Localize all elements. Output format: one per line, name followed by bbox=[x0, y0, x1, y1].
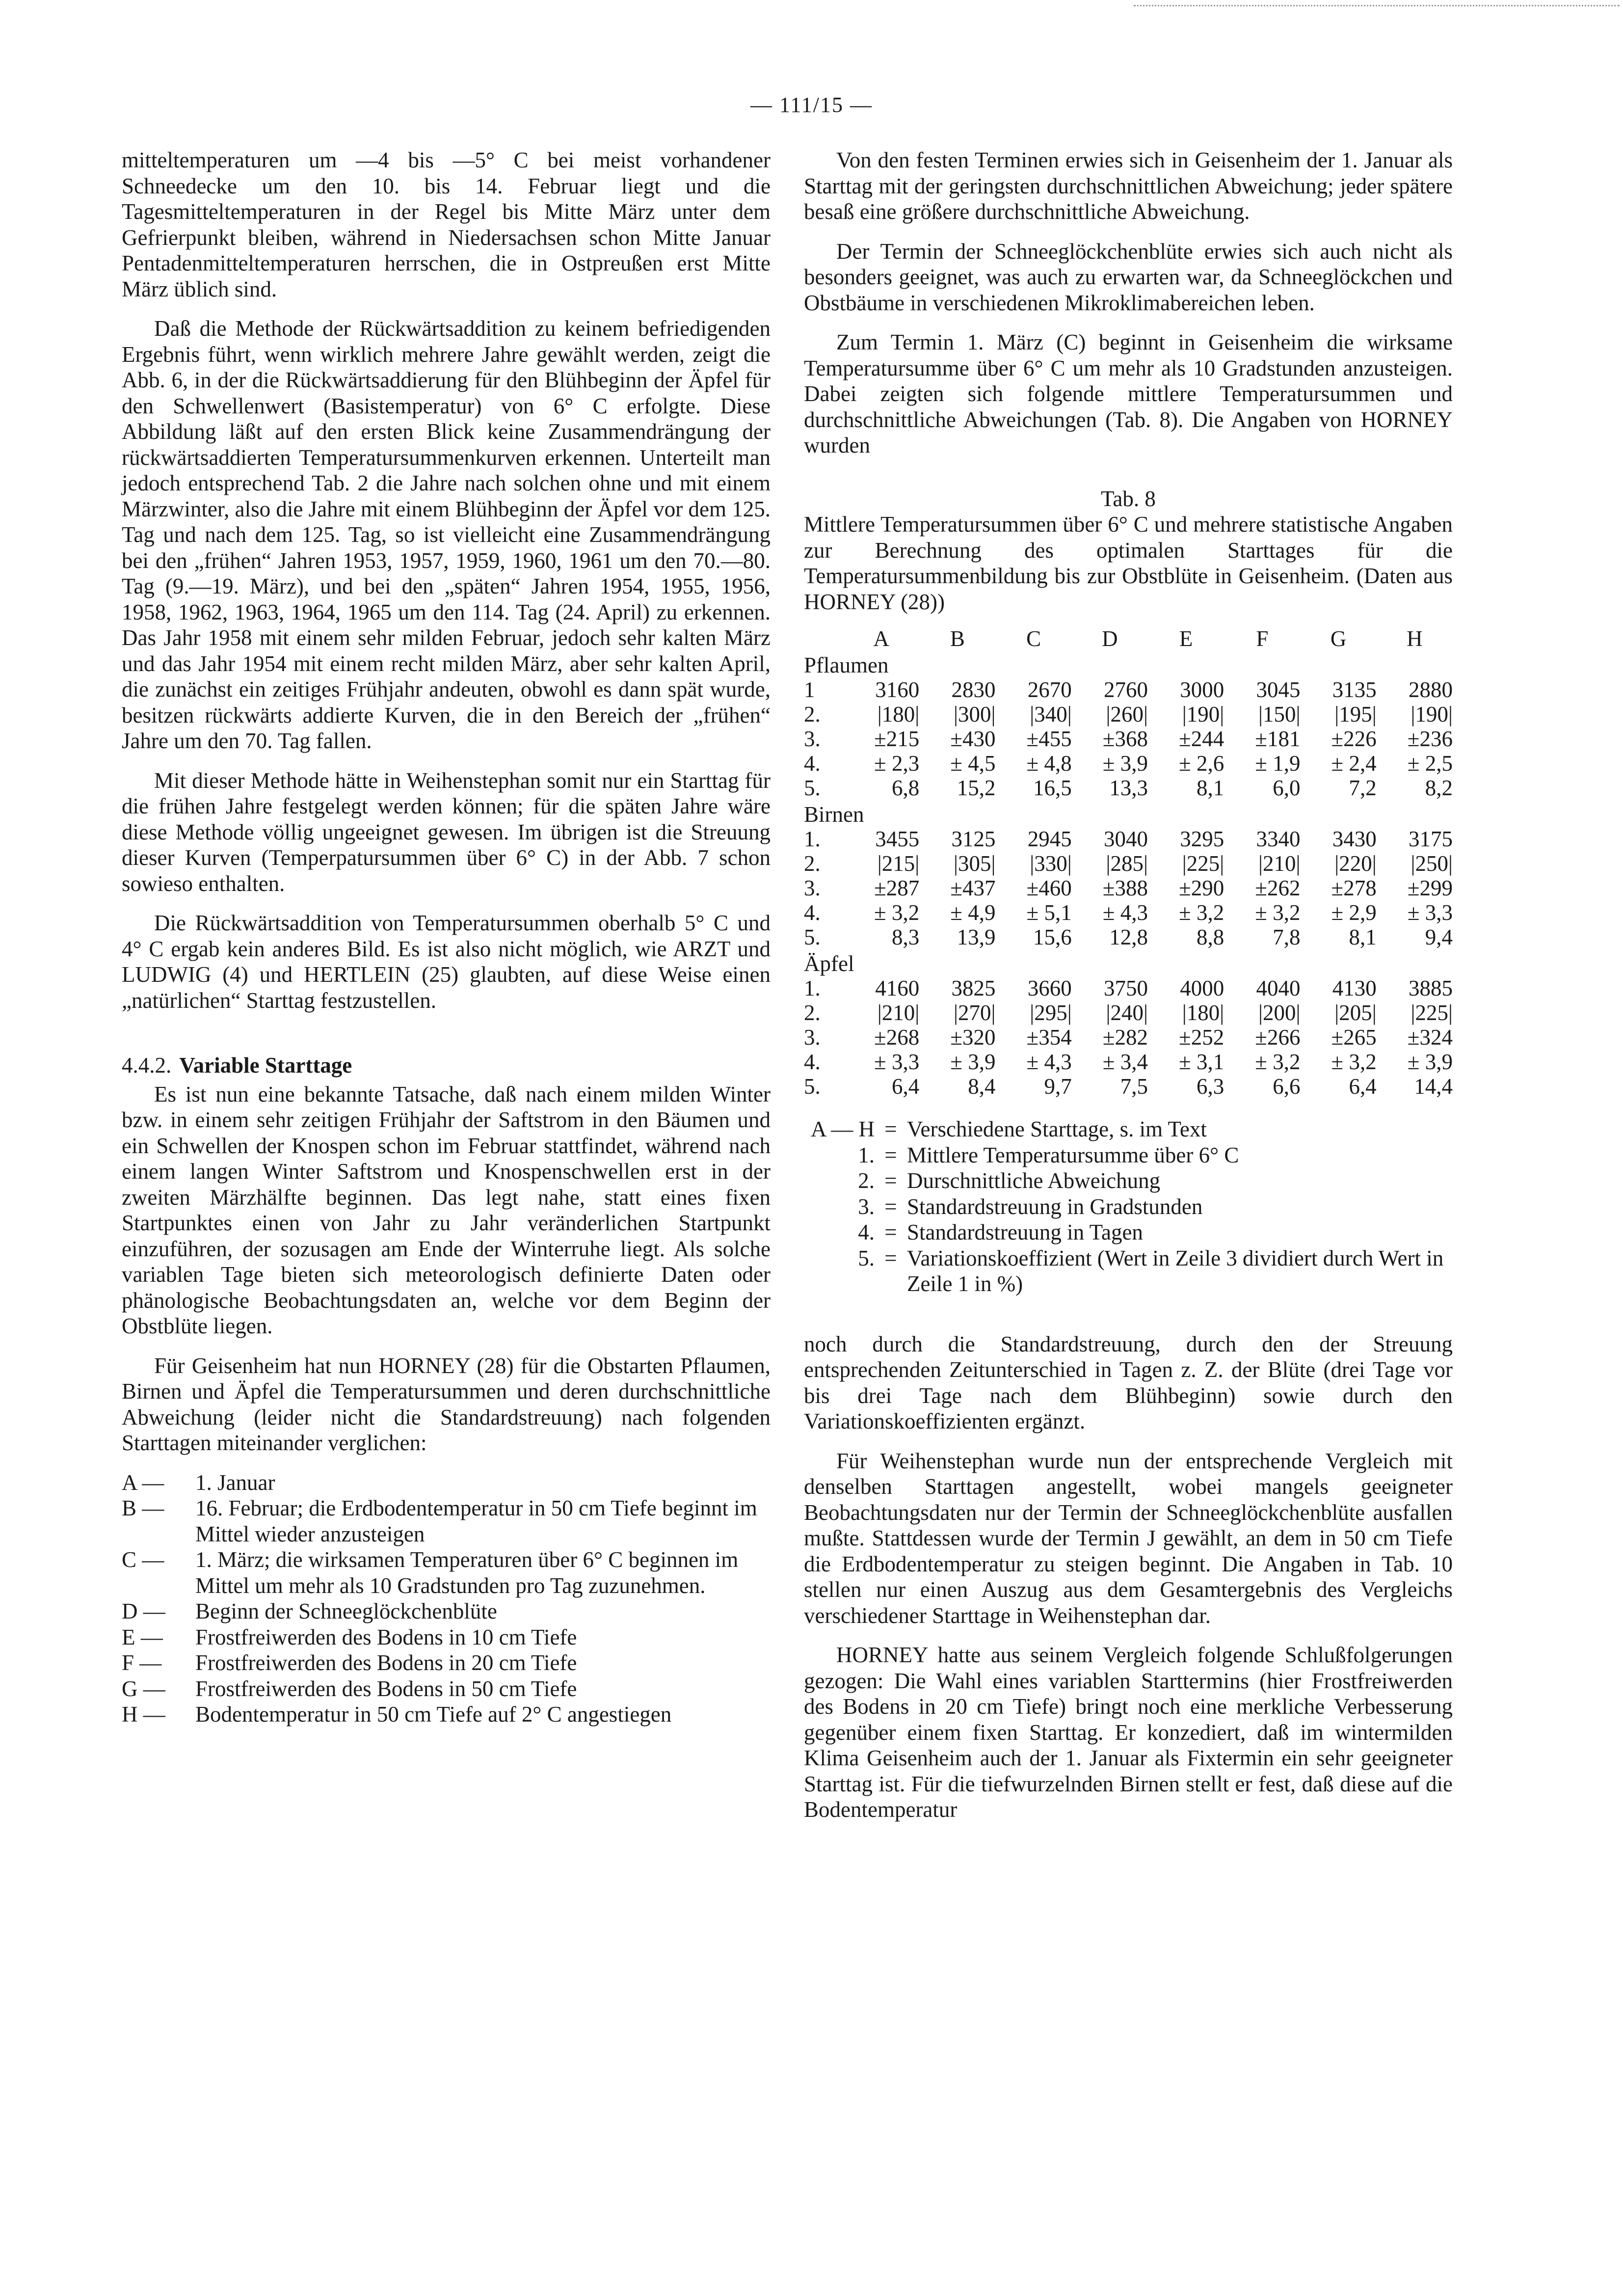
table-row bbox=[804, 1025, 1453, 1050]
starttag-item bbox=[122, 1624, 771, 1650]
table-cell: ±236 bbox=[1407, 727, 1453, 751]
table-cell: 12,8 bbox=[1109, 925, 1148, 949]
column-header: B bbox=[950, 626, 965, 651]
table-cell: 6,6 bbox=[1273, 1074, 1301, 1099]
table-cell: ±430 bbox=[950, 727, 996, 751]
starttag-text: Frostfreiwerden des Bodens in 10 cm Tiefe bbox=[195, 1624, 577, 1649]
table-cell: ±268 bbox=[874, 1025, 920, 1050]
table-cell: 2945 bbox=[1027, 827, 1072, 851]
table-cell: 9,4 bbox=[1425, 925, 1453, 949]
legend-item bbox=[804, 1168, 1453, 1194]
table-cell: |340| bbox=[1030, 702, 1072, 727]
column-header: G bbox=[1330, 626, 1347, 651]
table-row bbox=[804, 876, 1453, 900]
table-cell: |330| bbox=[1030, 851, 1072, 876]
table-row bbox=[804, 1050, 1453, 1074]
table-cell: ±324 bbox=[1407, 1025, 1453, 1050]
legend-text: Standardstreuung in Tagen bbox=[907, 1220, 1143, 1244]
table-cell: 13,9 bbox=[957, 925, 996, 949]
table-cell: ± 4,3 bbox=[1026, 1050, 1072, 1074]
table-cell: |225| bbox=[1410, 1000, 1453, 1025]
table-cell: ± 3,2 bbox=[1255, 1050, 1301, 1074]
table-cell: ±226 bbox=[1331, 727, 1377, 751]
starttag-text: 16. Februar; die Erdbodentemperatur in 50 cm Tiefe beginnt im Mittel wieder anzusteigen bbox=[195, 1496, 757, 1546]
table-cell: ± 2,6 bbox=[1179, 751, 1224, 776]
table-row bbox=[804, 1074, 1453, 1099]
starttag-text: Beginn der Schneeglöckchenblüte bbox=[195, 1599, 497, 1623]
table-cell: ± 2,3 bbox=[874, 751, 920, 776]
table-cell: 8,8 bbox=[1197, 925, 1224, 949]
legend-key: 1. bbox=[858, 1142, 875, 1167]
table-cell: ±354 bbox=[1026, 1025, 1072, 1050]
table-cell: 3040 bbox=[1104, 827, 1148, 851]
right-paragraph-3: Zum Termin 1. März (C) beginnt in Geisenheim die wirksame Temperatursumme über 6° C um mehr als 10 Gradstunden anzusteigen. Dabei zeigten sich folgende mittlere Temperatursummen und durchschnittliche Abweichungen (Tab. 8). Die Angaben von HORNEY wurden bbox=[804, 330, 1453, 458]
table-cell: 3000 bbox=[1180, 677, 1224, 702]
legend-text: Standardstreuung in Gradstunden bbox=[907, 1194, 1203, 1219]
table-cell: 3455 bbox=[875, 827, 920, 851]
table-caption: Mittlere Temperatursummen über 6° C und mehrere statistische Angaben zur Berechnung des optimalen Starttages für die Temperatursummenbildung bis zur Obstblüte in Geisenheim. (Daten aus HORNEY (28)) bbox=[804, 512, 1453, 614]
left-column bbox=[122, 147, 771, 1728]
starttag-item bbox=[122, 1470, 771, 1496]
table-cell: |190| bbox=[1410, 702, 1453, 727]
row-key: 1. bbox=[804, 827, 821, 851]
table-cell: 2880 bbox=[1409, 677, 1453, 702]
table-cell: ±244 bbox=[1179, 727, 1224, 751]
scan-edge-dots bbox=[1134, 5, 1620, 6]
table-cell: ±455 bbox=[1026, 727, 1072, 751]
page-number: — 111/15 — bbox=[750, 93, 873, 117]
table-row bbox=[804, 1000, 1453, 1025]
table-cell: ±215 bbox=[874, 727, 920, 751]
right-paragraph-4: noch durch die Standardstreuung, durch den der Streuung entsprechenden Zeitunterschied in Tagen z. Z. der Blüte (drei Tage vor bis drei Tage nach dem Blühbeginn) sowie durch den Variationskoeffizienten ergänzt. bbox=[804, 1331, 1453, 1433]
header-spacer bbox=[804, 626, 843, 651]
table-cell: ±278 bbox=[1331, 876, 1377, 900]
table-cell: 8,1 bbox=[1349, 925, 1377, 949]
table-cell: 3430 bbox=[1332, 827, 1377, 851]
table-cell: |205| bbox=[1334, 1000, 1377, 1025]
table-cell: 4160 bbox=[875, 976, 920, 1000]
row-key: 3. bbox=[804, 876, 821, 900]
group-label: Äpfel bbox=[804, 951, 854, 976]
table-cell: 3885 bbox=[1409, 976, 1453, 1000]
legend-key: 3. bbox=[858, 1194, 875, 1219]
table-row bbox=[804, 727, 1453, 751]
starttag-text: 1. März; die wirksamen Temperaturen über 6° C beginnen im Mittel um mehr als 10 Gradstunden pro Tag zuzunehmen. bbox=[195, 1547, 739, 1598]
row-key: 2. bbox=[804, 702, 821, 727]
group-label: Birnen bbox=[804, 802, 864, 827]
table-cell: ±262 bbox=[1255, 876, 1301, 900]
starttag-text: Frostfreiwerden des Bodens in 50 cm Tiefe bbox=[195, 1676, 577, 1701]
table-cell: ± 3,9 bbox=[1102, 751, 1148, 776]
table-cell: ± 1,9 bbox=[1255, 751, 1301, 776]
starttag-key: D — bbox=[122, 1599, 165, 1623]
table-cell: 3295 bbox=[1180, 827, 1224, 851]
legend-key: 5. bbox=[858, 1245, 875, 1270]
table-cell: ± 2,9 bbox=[1331, 900, 1377, 925]
left-paragraph-2: Daß die Methode der Rückwärtsaddition zu keinem befriedigenden Ergebnis führt, wenn wirklich mehrere Jahre gewählt werden, zeigt die Abb. 6, in der die Rückwärtsaddierung für den Blühbeginn der Äpfel für den Schwellenwert (Basistemperatur) von 6° C erfolgte. Diese Abbildung läßt auf den ersten Blick keine Zusammendrängung der rückwärtsaddierten Temperatursummenkurven erkennen. Unterteilt man jedoch entsprechend Tab. 2 die Jahre nach solchen ohne und mit einem Märzwinter, also die Jahre mit einem Blühbeginn der Äpfel vor dem 125. Tag und nach dem 125. Tag, so ist vielleicht eine Zusammendrängung bei den „frühen“ Jahren 1953, 1957, 1959, 1960, 1961 um den 70.—80. Tag (9.—19. März), und bei den „späten“ Jahren 1954, 1955, 1956, 1958, 1962, 1963, 1964, 1965 um den 114. Tag (24. April) zu erkennen. Das Jahr 1958 mit einem sehr milden Februar, jedoch sehr kalten März und das Jahr 1954 mit einem recht milden März, aber sehr kalten April, die zunächst ein zeitiges Frühjahr andeuten, obwohl es dann spät wurde, besitzen rückwärts addierte Kurven, die in den Bereich der „frühen“ Jahre um den 70. Tag fallen. bbox=[122, 316, 771, 753]
table-cell: 7,8 bbox=[1273, 925, 1301, 949]
table-cell: 6,4 bbox=[892, 1074, 920, 1099]
table-cell: 14,4 bbox=[1414, 1074, 1453, 1099]
column-header: D bbox=[1102, 626, 1118, 651]
table-cell: 3175 bbox=[1409, 827, 1453, 851]
table-cell: |225| bbox=[1182, 851, 1224, 876]
starttag-key: A — bbox=[122, 1470, 164, 1495]
table-cell: 6,8 bbox=[892, 776, 920, 800]
section-title: Variable Starttage bbox=[179, 1053, 352, 1078]
table-cell: 2760 bbox=[1104, 677, 1148, 702]
starttag-key: B — bbox=[122, 1496, 164, 1520]
right-paragraph-6: HORNEY hatte aus seinem Vergleich folgende Schlußfolgerungen gezogen: Die Wahl eines variablen Starttermins (hier Frostfreiwerden des Bodens in 20 cm Tiefe) bringt noch eine merkliche Verbesserung gegenüber einem fixen Starttag. Er konzediert, daß im wintermilden Klima Geisenheim auch der 1. Januar als Fixtermin ein sehr geeigneter Starttag ist. Für die tiefwurzelnden Birnen stellt er fest, daß diese auf die Bodentemperatur bbox=[804, 1643, 1453, 1822]
legend-key: A — H bbox=[810, 1117, 875, 1141]
legend-text: Durschnittliche Abweichung bbox=[907, 1168, 1161, 1193]
table-cell: 7,5 bbox=[1120, 1074, 1148, 1099]
row-key: 1. bbox=[804, 976, 821, 1000]
table-cell: 13,3 bbox=[1109, 776, 1148, 800]
table-row bbox=[804, 776, 1453, 800]
table-cell: |270| bbox=[953, 1000, 996, 1025]
section-number: 4.4.2. bbox=[122, 1053, 172, 1078]
table-cell: ± 3,3 bbox=[874, 1050, 920, 1074]
section-heading bbox=[122, 1053, 771, 1079]
table-cell: 3135 bbox=[1332, 677, 1377, 702]
starttag-text: 1. Januar bbox=[195, 1470, 275, 1495]
table-cell: ± 3,9 bbox=[950, 1050, 996, 1074]
table-cell: ± 3,3 bbox=[1407, 900, 1453, 925]
column-header: H bbox=[1407, 626, 1423, 651]
table-cell: |195| bbox=[1334, 702, 1377, 727]
table-cell: |210| bbox=[877, 1000, 920, 1025]
legend-text: Variationskoeffizient (Wert in Zeile 3 dividiert durch Wert in Zeile 1 in %) bbox=[907, 1245, 1444, 1296]
table-cell: |285| bbox=[1106, 851, 1148, 876]
table-cell: 3750 bbox=[1104, 976, 1148, 1000]
right-paragraph-2: Der Termin der Schneeglöckchenblüte erwies sich auch nicht als besonders geeignet, was auch zu erwarten war, da Schneeglöckchen und Obstbäume in verschiedenen Mikroklimabereichen leben. bbox=[804, 239, 1453, 315]
table-row bbox=[804, 851, 1453, 876]
legend-equals: = bbox=[884, 1245, 897, 1270]
table-row bbox=[804, 976, 1453, 1000]
table-cell: 6,0 bbox=[1273, 776, 1301, 800]
table-cell: ± 3,4 bbox=[1102, 1050, 1148, 1074]
legend-item bbox=[804, 1219, 1453, 1245]
starttag-text: Bodentemperatur in 50 cm Tiefe auf 2° C angestiegen bbox=[195, 1702, 672, 1727]
table-cell: 8,4 bbox=[968, 1074, 996, 1099]
legend-equals: = bbox=[884, 1194, 897, 1219]
left-paragraph-3: Mit dieser Methode hätte in Weihenstephan somit nur ein Starttag für die frühen Jahre festgelegt werden können; für die späten Jahre wäre diese Methode völlig ungeeignet gewesen. Im übrigen ist die Streuung dieser Kurven (Temperpatursummen über 6° C) in der Abb. 7 schon sowieso enthalten. bbox=[122, 768, 771, 896]
row-key: 4. bbox=[804, 1050, 821, 1074]
table-label: Tab. 8 bbox=[1101, 486, 1156, 511]
table-cell: 3045 bbox=[1256, 677, 1301, 702]
table-header-row bbox=[804, 626, 1453, 651]
table-cell: ±437 bbox=[950, 876, 996, 900]
table-cell: 3160 bbox=[875, 677, 920, 702]
table-cell: 9,7 bbox=[1044, 1074, 1072, 1099]
table-cell: ±368 bbox=[1102, 727, 1148, 751]
starttag-key: E — bbox=[122, 1624, 163, 1649]
table-cell: ± 5,1 bbox=[1026, 900, 1072, 925]
legend-item bbox=[804, 1142, 1453, 1168]
starttag-text: Frostfreiwerden des Bodens in 20 cm Tiefe bbox=[195, 1650, 577, 1675]
table-cell: 15,6 bbox=[1033, 925, 1072, 949]
table-row bbox=[804, 900, 1453, 925]
starttag-item bbox=[122, 1547, 771, 1598]
legend-text: Mittlere Temperatursumme über 6° C bbox=[907, 1142, 1239, 1167]
starttag-list bbox=[122, 1470, 771, 1728]
table-cell: 4000 bbox=[1180, 976, 1224, 1000]
table-row bbox=[804, 751, 1453, 776]
table-cell: ±266 bbox=[1255, 1025, 1301, 1050]
table-cell: |260| bbox=[1106, 702, 1148, 727]
legend-equals: = bbox=[884, 1142, 897, 1167]
column-header: F bbox=[1256, 626, 1269, 651]
table-row bbox=[804, 677, 1453, 702]
table-cell: ± 2,5 bbox=[1407, 751, 1453, 776]
legend-equals: = bbox=[884, 1168, 897, 1193]
table-cell: 4130 bbox=[1332, 976, 1377, 1000]
table-cell: ± 3,2 bbox=[1179, 900, 1224, 925]
legend-key: 2. bbox=[858, 1168, 875, 1193]
table-cell: |210| bbox=[1258, 851, 1301, 876]
table-cell: ± 4,3 bbox=[1102, 900, 1148, 925]
row-key: 1 bbox=[804, 677, 815, 702]
data-table bbox=[804, 626, 1453, 1099]
table-cell: ±320 bbox=[950, 1025, 996, 1050]
table-cell: ±252 bbox=[1179, 1025, 1224, 1050]
table-cell: 3825 bbox=[951, 976, 996, 1000]
column-header: C bbox=[1026, 626, 1041, 651]
row-key: 4. bbox=[804, 751, 821, 776]
starttag-item bbox=[122, 1702, 771, 1728]
table-cell: ± 3,2 bbox=[1255, 900, 1301, 925]
row-key: 2. bbox=[804, 1000, 821, 1025]
legend-item bbox=[804, 1245, 1453, 1297]
table-cell: ±290 bbox=[1179, 876, 1224, 900]
table-cell: 8,1 bbox=[1197, 776, 1224, 800]
table-cell: 2670 bbox=[1027, 677, 1072, 702]
starttag-item bbox=[122, 1650, 771, 1676]
table-cell: 3125 bbox=[951, 827, 996, 851]
table-cell: |215| bbox=[877, 851, 920, 876]
table-cell: 15,2 bbox=[957, 776, 996, 800]
table-cell: 16,5 bbox=[1033, 776, 1072, 800]
table-cell: |250| bbox=[1410, 851, 1453, 876]
right-column bbox=[804, 147, 1453, 1837]
starttag-item bbox=[122, 1495, 771, 1547]
table-cell: |300| bbox=[953, 702, 996, 727]
column-header: A bbox=[873, 626, 889, 651]
starttag-item bbox=[122, 1676, 771, 1702]
starttag-item bbox=[122, 1598, 771, 1624]
row-key: 3. bbox=[804, 1025, 821, 1050]
row-key: 2. bbox=[804, 851, 821, 876]
starttag-key: F — bbox=[122, 1650, 162, 1675]
table-legend bbox=[804, 1116, 1453, 1297]
table-cell: |190| bbox=[1182, 702, 1224, 727]
table-row bbox=[804, 827, 1453, 851]
column-header: E bbox=[1179, 626, 1193, 651]
table-cell: ±181 bbox=[1255, 727, 1301, 751]
legend-item bbox=[804, 1194, 1453, 1220]
table-row bbox=[804, 925, 1453, 949]
legend-key: 4. bbox=[858, 1220, 875, 1244]
table-cell: |180| bbox=[1182, 1000, 1224, 1025]
table-cell: ± 3,2 bbox=[874, 900, 920, 925]
table-cell: ± 2,4 bbox=[1331, 751, 1377, 776]
group-label: Pflaumen bbox=[804, 653, 889, 677]
table-cell: |220| bbox=[1334, 851, 1377, 876]
table-cell: 6,4 bbox=[1349, 1074, 1377, 1099]
table-cell: |295| bbox=[1030, 1000, 1072, 1025]
table-cell: |150| bbox=[1258, 702, 1301, 727]
row-key: 5. bbox=[804, 776, 821, 800]
table-cell: |200| bbox=[1258, 1000, 1301, 1025]
table-cell: |305| bbox=[953, 851, 996, 876]
table-cell: 3660 bbox=[1027, 976, 1072, 1000]
table-cell: |240| bbox=[1106, 1000, 1148, 1025]
starttag-key: G — bbox=[122, 1676, 165, 1701]
table-cell: ± 4,9 bbox=[950, 900, 996, 925]
table-group-row bbox=[804, 651, 1453, 677]
table-row bbox=[804, 702, 1453, 727]
table-cell: 6,3 bbox=[1197, 1074, 1224, 1099]
table-cell: ±299 bbox=[1407, 876, 1453, 900]
table-cell: ±388 bbox=[1102, 876, 1148, 900]
table-cell: 2830 bbox=[951, 677, 996, 702]
table-cell: 4040 bbox=[1256, 976, 1301, 1000]
legend-equals: = bbox=[884, 1220, 897, 1244]
table-cell: 3340 bbox=[1256, 827, 1301, 851]
table-cell: ±265 bbox=[1331, 1025, 1377, 1050]
table-cell: ± 3,1 bbox=[1179, 1050, 1224, 1074]
legend-text: Verschiedene Starttage, s. im Text bbox=[907, 1117, 1207, 1141]
table-cell: ±282 bbox=[1102, 1025, 1148, 1050]
row-key: 4. bbox=[804, 900, 821, 925]
starttag-key: H — bbox=[122, 1702, 165, 1727]
table-cell: ± 4,8 bbox=[1026, 751, 1072, 776]
row-key: 5. bbox=[804, 925, 821, 949]
row-key: 5. bbox=[804, 1074, 821, 1099]
table-cell: 8,2 bbox=[1425, 776, 1453, 800]
table-cell: 7,2 bbox=[1349, 776, 1377, 800]
table-cell: |180| bbox=[877, 702, 920, 727]
right-paragraph-1: Von den festen Terminen erwies sich in Geisenheim der 1. Januar als Starttag mit der geringsten durchschnittlichen Abweichung; jeder spätere besaß eine größere durchschnittliche Abweichung. bbox=[804, 148, 1453, 224]
table-cell: 8,3 bbox=[892, 925, 920, 949]
starttag-key: C — bbox=[122, 1547, 164, 1572]
table-cell: ±287 bbox=[874, 876, 920, 900]
left-paragraph-1: mitteltemperaturen um —4 bis —5° C bei meist vorhandener Schneedecke um den 10. bis 14. Februar liegt und die Tagesmitteltemperaturen in der Regel bis Mitte März unter dem Gefrierpunkt bleiben, während in Niedersachsen schon Mitte Januar Pentadenmitteltemperaturen herrschen, die in Ostpreußen erst Mitte März üblich sind. bbox=[122, 148, 771, 301]
row-key: 3. bbox=[804, 727, 821, 751]
legend-item bbox=[804, 1116, 1453, 1142]
table-group-row bbox=[804, 800, 1453, 827]
table-cell: ± 4,5 bbox=[950, 751, 996, 776]
table-group-row bbox=[804, 949, 1453, 976]
table-cell: ±460 bbox=[1026, 876, 1072, 900]
legend-equals: = bbox=[884, 1117, 897, 1141]
right-paragraph-5: Für Weihenstephan wurde nun der entsprechende Vergleich mit denselben Starttagen angestellt, wobei mangels geeigneter Beobachtungsdaten nur der Termin der Schneeglöckchenblüte ausfallen mußte. Stattdessen wurde der Termin J gewählt, an dem in 50 cm Tiefe die Erdbodentemperatur zu steigen beginnt. Die Angaben in Tab. 10 stellen nur einen Auszug aus dem Gesamtergebnis des Vergleichs verschiedener Starttage in Weihenstephan dar. bbox=[804, 1448, 1453, 1628]
left-paragraph-5: Es ist nun eine bekannte Tatsache, daß nach einem milden Winter bzw. in einem sehr zeitigen Frühjahr der Saftstrom in den Bäumen und ein Schwellen der Knospen schon im Februar stattfindet, während nach einem langen Winter Saftstrom und Knospenschwellen erst in der zweiten Märzhälfte beginnen. Das legt nahe, statt eines fixen Startpunktes einen von Jahr zu Jahr veränderlichen Startpunkt einzuführen, der sozusagen am Ende der Winterruhe liegt. Als solche variablen Tage bieten sich meteorologisch definierte Daten oder phänologische Beobachtungsdaten an, welche vor dem Beginn der Obstblüte liegen. bbox=[122, 1081, 771, 1338]
table-cell: ± 3,2 bbox=[1331, 1050, 1377, 1074]
left-paragraph-6: Für Geisenheim hat nun HORNEY (28) für die Obstarten Pflaumen, Birnen und Äpfel die Temperatursummen und deren durchschnittliche Abweichung (leider nicht die Standardstreuung) nach folgenden Starttagen miteinander verglichen: bbox=[122, 1353, 771, 1455]
table-cell: ± 3,9 bbox=[1407, 1050, 1453, 1074]
left-paragraph-4: Die Rückwärtsaddition von Temperatursummen oberhalb 5° C und 4° C ergab kein anderes Bild. Es ist also nicht möglich, wie ARZT und LUDWIG (4) und HERTLEIN (25) glaubten, auf diese Weise einen „natürlichen“ Starttag festzustellen. bbox=[122, 911, 771, 1013]
